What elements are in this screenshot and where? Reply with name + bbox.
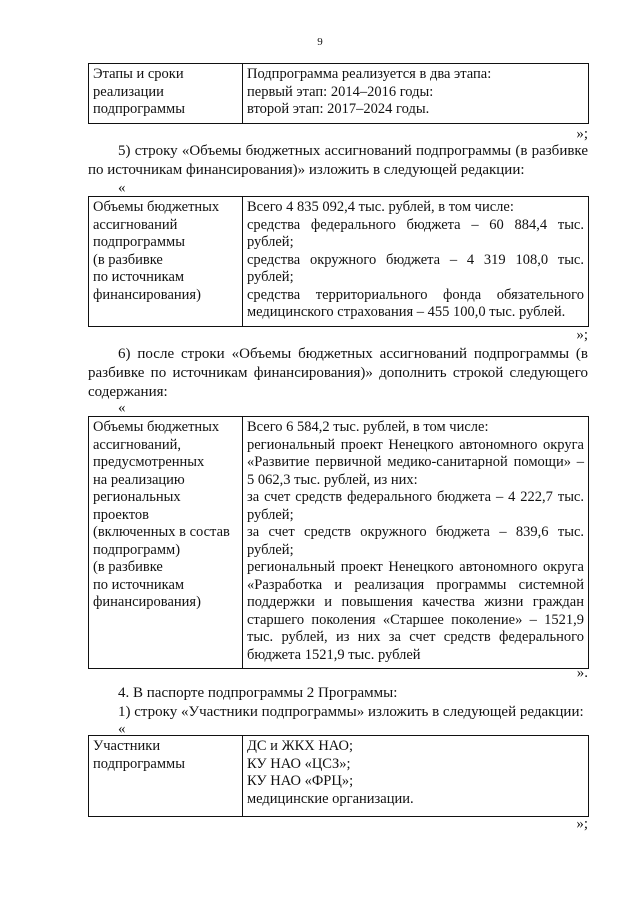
- row-label: Участники подпрограммы: [89, 736, 243, 817]
- stages-table: [88, 63, 589, 124]
- opening-quote: «: [118, 180, 126, 196]
- closing-quote: »;: [576, 327, 588, 343]
- closing-quote: ».: [576, 665, 588, 681]
- paragraph-1: 1) строку «Участники подпрограммы» изложить в следующей редакции:: [118, 704, 584, 720]
- row-label: Объемы бюджетных ассигнований, предусмотренных на реализацию региональных проектов (включенных в состав подпрограмм) (в разбивке по источникам финансирования): [89, 417, 243, 669]
- table-row: [89, 417, 589, 669]
- opening-quote: «: [118, 400, 126, 416]
- row-value: Подпрограмма реализуется в два этапа: первый этап: 2014–2016 годы: второй этап: 2017–2024 годы.: [243, 64, 589, 124]
- row-label: Объемы бюджетных ассигнований подпрограммы (в разбивке по источникам финансирования): [89, 197, 243, 327]
- table-row: [89, 64, 589, 124]
- regional-projects-table: [88, 416, 589, 669]
- paragraph-5: 5) строку «Объемы бюджетных ассигнований подпрограммы (в разбивке по источникам финансирования)» изложить в следующей редакции:: [88, 143, 588, 178]
- row-value: Всего 6 584,2 тыс. рублей, в том числе: региональный проект Ненецкого автономного округа «Развитие первичной медико-санитарной помощи» – 5 062,3 тыс. рублей, из них: за счет средств федерального бюджета – 4 222,7 тыс. рублей; за счет средств окружного бюджета – 839,6 тыс. рублей; региональный проект Ненецкого автономного округа «Разработка и реализация программы системной поддержки и повышения качества жизни граждан старшего поколения «Старшее поколение» – 1521,9 тыс. рублей, из них за счет средств федерального бюджета 1521,9 тыс. рублей: [243, 417, 589, 669]
- table-row: [89, 736, 589, 817]
- budget-table: [88, 196, 589, 327]
- page-number: 9: [317, 36, 323, 48]
- row-label: Этапы и сроки реализации подпрограммы: [89, 64, 243, 124]
- row-value: ДС и ЖКХ НАО; КУ НАО «ЦСЗ»; КУ НАО «ФРЦ»; медицинские организации.: [243, 736, 589, 817]
- section-4-heading: 4. В паспорте подпрограммы 2 Программы:: [118, 685, 398, 701]
- opening-quote: «: [118, 721, 126, 737]
- paragraph-6: 6) после строки «Объемы бюджетных ассигнований подпрограммы (в разбивке по источникам финансирования)» дополнить строкой следующего содержания:: [88, 346, 588, 400]
- closing-quote: »;: [576, 126, 588, 142]
- participants-table: [88, 735, 589, 817]
- closing-quote: »;: [576, 816, 588, 832]
- row-value: Всего 4 835 092,4 тыс. рублей, в том числе: средства федерального бюджета – 60 884,4 тыс. рублей; средства окружного бюджета – 4 319 108,0 тыс. рублей; средства территориального фонда обязательного медицинского страхования – 455 100,0 тыс. рублей.: [243, 197, 589, 327]
- table-row: [89, 197, 589, 327]
